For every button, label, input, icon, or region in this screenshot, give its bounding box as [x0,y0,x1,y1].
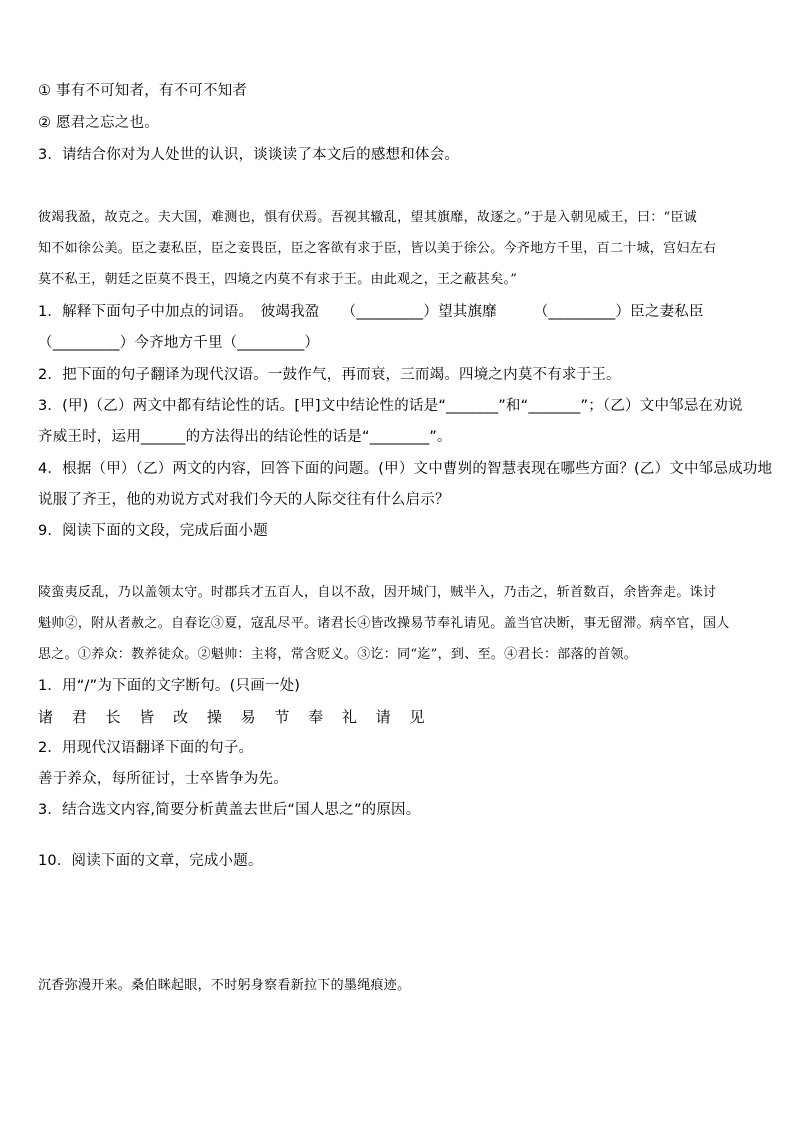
question-3-reflection: 3．请结合你对为人处世的认识，谈谈读了本文后的感想和体会。 [38,147,460,163]
q9-sub2-translate: 2．用现代汉语翻译下面的句子。 [38,740,254,756]
q9-sub3-analyze: 3．结合选文内容,简要分析黄盖去世后“国人思之”的原因。 [38,802,421,818]
q9-sub1-punctuate: 1．用“/”为下面的文字断句。(只画一处) [38,678,301,694]
q9-passage-line: 陵蛮夷反乱，乃以盖领太守。时郡兵才五百人，自以不敌，因开城门，贼半入，乃击之，斩首数百，余皆奔走。诛讨 [38,585,717,600]
article-paragraph-line [58,1008,782,1028]
answer-line-2: ② 愿君之忘之也。 [38,115,159,131]
article-paragraph-line: 沉香弥漫开来。桑伯眯起眼，不时躬身察看新拉下的墨绳痕迹。 [38,978,411,993]
q8-sub4-question: 4．根据（甲）（乙）两文的内容，回答下面的问题。(甲）文中曹刿的智慧表现在哪些方面？(乙）文中邹忌成功地 [38,461,773,477]
q8-sub4-question-cont: 说服了齐王，他的劝说方式对我们今天的人际交往有什么启示？ [38,492,450,508]
q10-heading: 10．阅读下面的文章，完成小题。 [38,853,263,869]
q8-sub3-conclusion: 3．(甲)（乙）两文中都有结论性的话。[甲]文中结论性的话是“_______”和“_______”；（乙）文中邹忌在劝说 [38,398,743,414]
q9-passage-notes: 思之。①养众：教养徒众。②魁帅：主将，常含贬义。③讫：同“迄”，到、至。④君长：部落的首领。 [38,647,638,662]
article-paragraph-line [58,945,782,965]
article-title [70,883,794,903]
q8-sub3-conclusion-cont: 齐威王时，运用______的方法得出的结论性的话是“________”。 [38,429,452,445]
q8-passage-line: 知不如徐公美。臣之妻私臣，臣之妾畏臣，臣之客欲有求于臣，皆以美于徐公。今齐地方千里，百二十城，宫妇左右 [38,241,717,256]
q9-sub1-sentence: 诸 君 长 皆 改 操 易 节 奉 礼 请 见 [38,708,432,726]
article-author [70,914,794,934]
q9-passage-line: 魁帅②，附从者赦之。自春讫③夏，寇乱尽平。诸君长④皆改操易节奉礼请见。盖当官决断，事无留滞。病卒官，国人 [38,616,730,631]
q8-sub1-explain-words: 1．解释下面句子中加点的词语。 彼竭我盈 （_________）望其旗靡 （_________）臣之妻私臣 [38,304,704,320]
answer-line-1: ① 事有不可知者，有不可不知者 [38,83,248,99]
q9-heading: 9．阅读下面的文段，完成后面小题 [38,523,268,539]
q8-intro-text [64,177,788,197]
q9-passage-line [58,552,782,572]
q8-passage-line: 莫不私王，朝廷之臣莫不畏王，四境之内莫不有求于王。由此观之，王之蔽甚矣。” [38,272,518,287]
q8-sub2-translate: 2．把下面的句子翻译为现代汉语。一鼓作气，再而衰，三而竭。四境之内莫不有求于王。 [38,367,621,383]
q9-sub2-sentence: 善于养众，每所征讨，士卒皆争为先。 [38,771,288,787]
q8-passage-line: 彼竭我盈，故克之。夫大国，难测也，惧有伏焉。吾视其辙乱，望其旗靡，故逐之。”于是入朝见威王，曰：“臣诚 [38,210,698,225]
q8-sub1-blanks: （_________）今齐地方千里（_________） [38,335,320,351]
